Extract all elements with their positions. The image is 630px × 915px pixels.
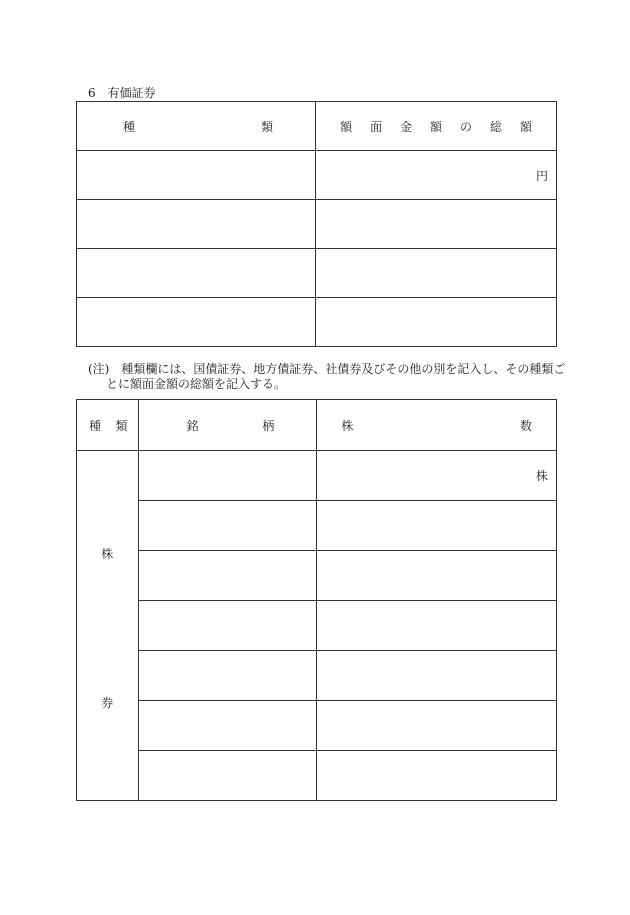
shares-field[interactable] [317, 651, 557, 701]
kind-label-stock: 株 [101, 547, 114, 561]
amount-field[interactable] [316, 298, 557, 347]
header-amount-char: 金 [400, 119, 413, 134]
shares-field[interactable] [317, 451, 557, 501]
header-amount-char: 額 [519, 119, 532, 134]
unit-yen: 円 [535, 168, 548, 183]
header-kind-char: 類 [115, 418, 128, 433]
brand-field[interactable] [138, 451, 317, 501]
amount-field[interactable] [316, 200, 557, 249]
kind-field[interactable] [77, 200, 316, 249]
amount-field[interactable] [316, 249, 557, 298]
table-row [77, 249, 557, 298]
header-amount-char: の [460, 119, 473, 134]
header-shares-char: 数 [519, 418, 532, 433]
kind-label-certificate: 券 [101, 696, 114, 710]
header-brand-char: 銘 [186, 418, 199, 433]
table-row [77, 601, 557, 651]
note-line-1: (注) 種類欄には、国債証券、地方債証券、社債券及びその他の別を記入し、その種類ご [88, 362, 566, 376]
kind-field[interactable] [77, 151, 316, 200]
table-row [77, 751, 557, 801]
securities-amount-table [76, 101, 557, 347]
kind-field[interactable] [77, 249, 316, 298]
table-row [77, 298, 557, 347]
table-row [77, 551, 557, 601]
table-row [77, 651, 557, 701]
brand-field[interactable] [138, 551, 317, 601]
shares-field[interactable] [317, 501, 557, 551]
header-amount-char: 総 [489, 119, 502, 134]
header-amount-cell [316, 102, 557, 151]
header-kind-cell [77, 102, 316, 151]
header-brand-char: 柄 [262, 418, 275, 433]
table-row [77, 200, 557, 249]
header-shares-char: 株 [341, 418, 354, 433]
table-row [77, 701, 557, 751]
header-amount-char: 額 [430, 119, 443, 134]
shares-field[interactable] [317, 551, 557, 601]
table-row [77, 451, 557, 501]
unit-shares: 株 [535, 469, 548, 483]
brand-field[interactable] [138, 751, 317, 801]
shares-field[interactable] [317, 751, 557, 801]
shares-field[interactable] [317, 701, 557, 751]
table-header-row [77, 102, 557, 151]
header-amount-char: 面 [370, 119, 383, 134]
table-row [77, 151, 557, 200]
kind-field[interactable] [77, 298, 316, 347]
header-brand-cell [138, 400, 317, 451]
section-title: 6 有価証券 [88, 86, 156, 100]
brand-field[interactable] [138, 501, 317, 551]
header-kind-cell [77, 400, 139, 451]
kind-merged-cell [77, 451, 139, 801]
header-kind-char: 種 [123, 119, 136, 134]
table-header-row [77, 400, 557, 451]
table-row [77, 501, 557, 551]
brand-field[interactable] [138, 601, 317, 651]
header-amount-char: 額 [340, 119, 353, 134]
amount-field[interactable] [316, 151, 557, 200]
note-line-2: とに額面金額の総額を記入する。 [106, 377, 287, 391]
brand-field[interactable] [138, 701, 317, 751]
header-kind-char: 種 [89, 418, 102, 433]
shares-field[interactable] [317, 601, 557, 651]
stock-table [76, 399, 557, 801]
header-shares-cell [317, 400, 557, 451]
brand-field[interactable] [138, 651, 317, 701]
header-kind-char: 類 [261, 119, 274, 134]
